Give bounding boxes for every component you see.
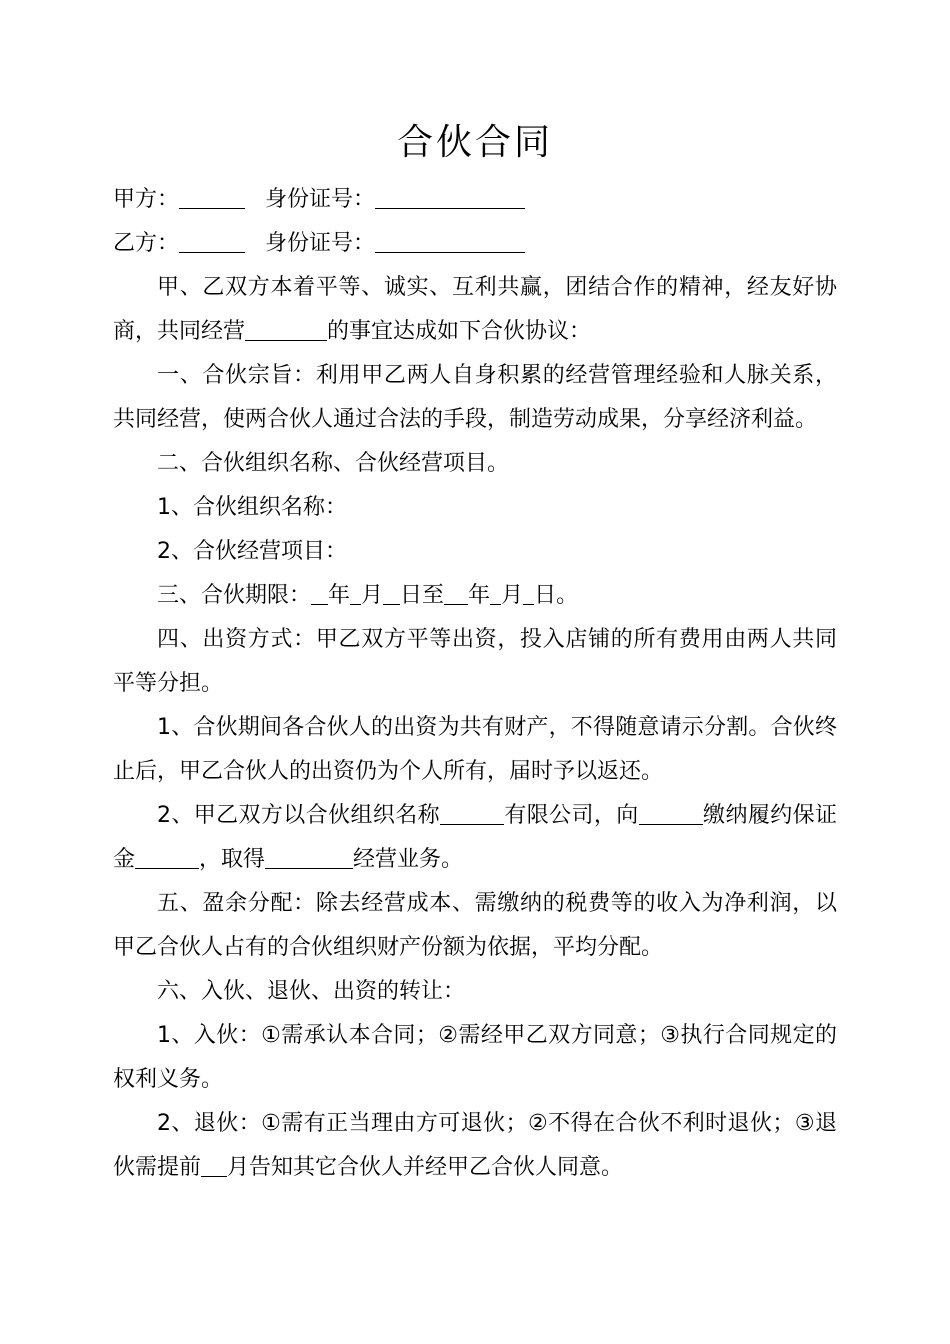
item-2-text-2: 有限公司，向	[503, 803, 639, 828]
section-6-heading: 六、入伙、退伙、出资的转让：	[157, 979, 466, 1004]
section-6-item-1: 1、入伙：①需承认本合同；②需经甲乙双方同意；③执行合同规定的权利义务。	[113, 1023, 837, 1092]
end-day-blank[interactable]	[523, 582, 534, 605]
intro-text-1: 甲、乙双方本着平等、诚实、互利共赢，团结合作的精神，经友好协商，共同经营	[113, 275, 837, 344]
item-2-text-1: 2、甲乙双方以合伙组织名称	[157, 803, 440, 828]
end-month-blank[interactable]	[490, 582, 501, 605]
party-b-line	[113, 222, 837, 266]
item-2-text-5: 经营业务。	[353, 847, 464, 872]
party-b-name-blank[interactable]	[179, 230, 245, 253]
withdraw-text-1: 2、退伙：①需有正当理由方可退伙；②不得在合伙不利时退伙；③退伙需提前	[113, 1111, 837, 1180]
section-3-term	[113, 574, 837, 618]
section-6-item-2	[113, 1102, 837, 1190]
start-month-blank[interactable]	[350, 582, 361, 605]
start-year-blank[interactable]	[311, 582, 328, 605]
business-blank[interactable]	[245, 318, 327, 341]
party-a-id-label: 身份证号：	[265, 187, 376, 212]
month-label: 月	[501, 583, 524, 608]
month-label: 月	[361, 583, 384, 608]
payee-blank[interactable]	[639, 802, 703, 825]
section-1-purpose: 一、合伙宗旨：利用甲乙两人自身积累的经营管理经验和人脉关系，共同经营，使两合伙人通过合法的手段，制造劳动成果，分享经济利益。	[113, 363, 837, 432]
party-b-id-blank[interactable]	[375, 230, 525, 253]
section-2-item-2: 2、合伙经营项目：	[157, 539, 347, 564]
day-end-label: 日。	[534, 583, 579, 608]
withdraw-text-2: 月告知其它合伙人并经甲乙合伙人同意。	[227, 1155, 624, 1180]
year-label: 年	[468, 583, 491, 608]
term-label: 三、合伙期限：	[157, 583, 312, 608]
day-to-label: 日至	[400, 583, 445, 608]
party-b-label: 乙方：	[113, 231, 180, 256]
section-2-item-1: 1、合伙组织名称：	[157, 495, 347, 520]
document-title: 合伙合同	[396, 122, 553, 163]
section-2-heading: 二、合伙组织名称、合伙经营项目。	[157, 451, 510, 476]
deposit-blank[interactable]	[135, 846, 199, 869]
party-a-name-blank[interactable]	[179, 186, 245, 209]
party-a-id-blank[interactable]	[375, 186, 525, 209]
start-day-blank[interactable]	[383, 582, 400, 605]
party-a-label: 甲方：	[113, 187, 180, 212]
document-body	[113, 178, 837, 1190]
company-name-blank[interactable]	[440, 802, 504, 825]
notice-months-blank[interactable]	[201, 1154, 227, 1177]
intro-text-2: 的事宜达成如下合伙协议：	[327, 319, 592, 344]
business-scope-blank[interactable]	[265, 846, 353, 869]
end-year-blank[interactable]	[444, 582, 468, 605]
year-label: 年	[328, 583, 351, 608]
party-b-id-label: 身份证号：	[265, 231, 376, 256]
intro-paragraph	[113, 266, 837, 354]
section-4-item-1: 1、合伙期间各合伙人的出资为共有财产，不得随意请示分割。合伙终止后，甲乙合伙人的出资仍为个人所有，届时予以返还。	[113, 715, 837, 784]
section-4-contribution: 四、出资方式：甲乙双方平等出资，投入店铺的所有费用由两人共同平等分担。	[113, 627, 837, 696]
item-2-text-4: ，取得	[199, 847, 266, 872]
section-5-profit: 五、盈余分配：除去经营成本、需缴纳的税费等的收入为净利润，以甲乙合伙人占有的合伙组织财产份额为依据，平均分配。	[113, 891, 837, 960]
item-2-text-3: 缴纳履约保证金	[113, 803, 837, 872]
party-a-line	[113, 178, 837, 222]
section-4-item-2	[113, 794, 837, 882]
